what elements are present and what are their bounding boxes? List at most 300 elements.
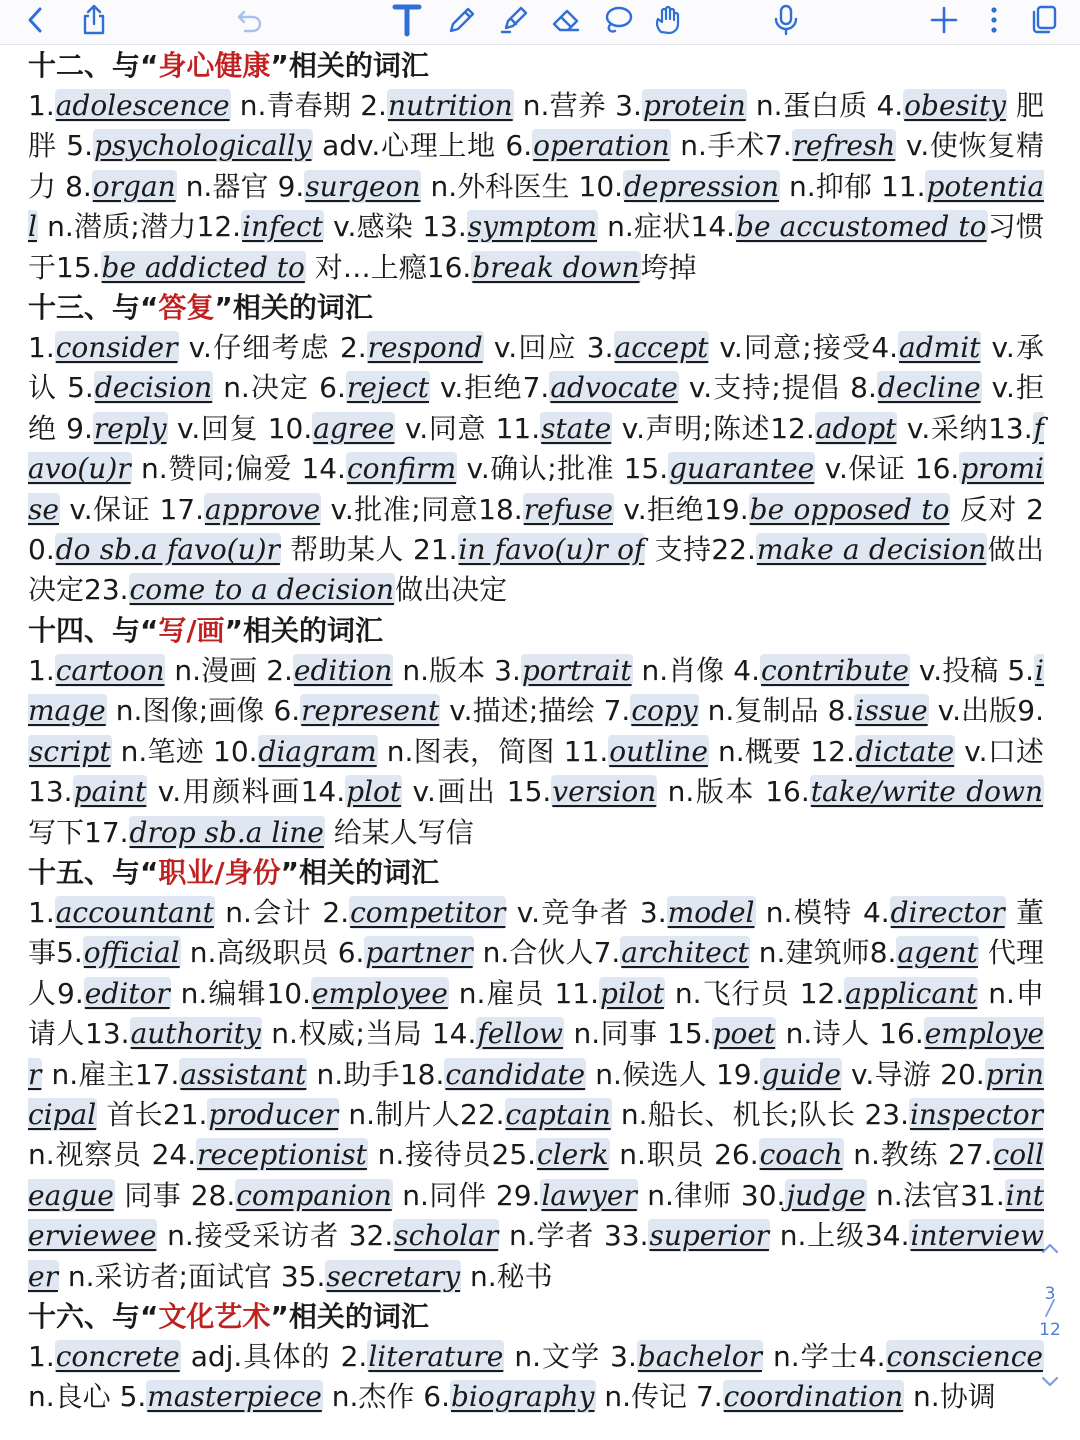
vocab-number: 6. [337,936,365,970]
vocab-number: 8. [850,371,877,405]
vocab-number: 2. [340,1339,368,1373]
vocab-term: state [541,411,612,445]
vocab-definition: n.笔迹 [111,734,214,768]
vocab-number: 12. [196,210,242,244]
vocab-definition: 写下 [28,815,85,849]
vocab-term: concrete [55,1339,180,1373]
vocab-number: 5. [56,936,83,970]
vocab-number: 1. [28,89,55,122]
heading-topic: 文化艺术 [158,1299,271,1333]
vocab-term: adopt [815,411,897,445]
vocab-number: 16. [426,250,472,284]
vocab-definition: n.漫画 [165,653,267,687]
pages-icon[interactable] [1026,2,1062,38]
vocab-term: approve [204,492,321,526]
vocab-term: psychologically [94,129,312,163]
vocab-definition: adv.心理上地 [312,129,506,163]
vocab-term: contribute [761,653,909,687]
page-divider [1040,1296,1060,1320]
vocab-term: bachelor [637,1339,762,1373]
chevron-up-icon[interactable] [1038,1236,1062,1260]
vocab-term: be accustomed to [736,210,987,244]
vocab-definition: v.描述;描绘 [440,694,604,728]
heading-topic: 写/画 [158,613,225,647]
vocab-number: 2. [360,89,387,122]
vocab-definition: v.回应 [483,331,587,365]
vocab-number: 11. [563,734,609,768]
vocab-number: 3. [586,331,614,365]
vocab-term: biography [450,1380,595,1414]
vocab-definition: n.雇员 [448,976,555,1010]
page-total: 12 [1039,1320,1061,1340]
vocab-number: 4. [871,331,899,365]
vocab-term: reply [93,411,167,445]
vocab-number: 5. [67,371,94,405]
vocab-number: 1. [28,895,55,929]
vocab-definition: n.学士 [763,1339,859,1373]
note-content [28,46,1044,1418]
vocab-definition: n.权威;当局 [261,1017,432,1051]
vocab-definition: n.青春期 [230,89,361,122]
vocab-term: pilot [600,976,664,1010]
vocab-definition: n.版本 [393,653,495,687]
vocab-term: coordination [723,1380,904,1414]
vocab-term: be opposed to [749,492,950,526]
vocab-definition: n.复制品 [698,694,828,728]
vocab-number: 10. [267,411,313,445]
vocab-term: break down [472,250,640,284]
vocab-term: drop sb.a line [129,815,324,849]
section-heading [28,288,1044,328]
vocab-term: favo(u)r [28,411,1044,486]
vocab-definition: n.助手 [307,1057,400,1091]
vocab-definition: 习惯于 [28,210,1044,284]
vocab-definition: n.协调 [904,1380,996,1414]
vocab-number: 12. [799,976,845,1010]
heading-topic: 身心健康 [158,49,271,82]
vocab-term: applicant [845,976,978,1010]
vocab-number: 16. [914,452,960,486]
vocab-definition: n.诗人 [776,1017,880,1051]
vocab-term: script [29,734,111,768]
vocab-definition: n.营养 [513,89,616,122]
vocab-term: accountant [55,895,214,929]
vocab-number: 15. [506,775,552,809]
vocab-definition: n.律师 [637,1178,741,1212]
vocab-definition: n.采访者;面试官 [58,1259,281,1293]
vocab-definition: v.拒绝 [28,371,1044,445]
vocab-definition: 给某人写信 [324,815,474,849]
vocab-definition: 支持 [645,533,712,567]
vocab-term: judge [786,1178,866,1212]
vocab-number: 15. [667,1017,712,1051]
plus-icon[interactable] [926,2,962,38]
vocab-term: decline [877,371,981,405]
vocab-number: 24. [151,1138,197,1172]
vocab-number: 10. [213,734,258,768]
vocab-number: 1. [28,1339,55,1373]
vocab-definition: n.秘书 [461,1259,553,1293]
vocab-term: represent [301,694,440,728]
vocab-number: 7. [522,371,550,405]
section-heading [28,853,1044,893]
vocab-term: guide [761,1057,841,1091]
vocab-number: 10. [266,976,311,1010]
vocab-number: 18. [399,1057,445,1091]
heading-suffix: ”相关的词汇 [270,49,429,82]
vocab-term: agree [313,411,395,445]
vocab-term: nutrition [387,89,513,122]
vocab-term: lawyer [541,1178,637,1212]
vocab-paragraph [28,1337,1044,1418]
vocab-term: depression [624,169,780,203]
vocab-definition: n.手术 [670,129,765,163]
vocab-definition: 首长 [97,1097,163,1131]
vocab-definition: v.采纳 [897,411,989,445]
lasso-icon[interactable] [598,2,638,38]
vocab-number: 7. [695,1380,723,1414]
vocab-number: 8. [827,694,855,728]
vocab-number: 34. [864,1219,910,1253]
vocab-definition: 垮掉 [640,250,697,284]
vocab-definition: v.画出 [402,775,507,809]
vocab-term: architect [621,936,749,970]
vocab-number: 5. [66,129,94,163]
pen-icon[interactable] [442,2,482,38]
heading-prefix: 十二、与“ [28,49,159,82]
vocab-term: director [890,895,1005,929]
vocab-number: 2. [266,653,293,687]
vocab-term: editor [84,976,170,1010]
vocab-number: 13. [28,775,73,809]
vocab-definition: n.传记 [595,1380,696,1414]
vocab-term: agent [897,936,978,970]
vocab-term: in favo(u)r of [458,533,645,567]
undo-icon[interactable] [232,2,268,38]
vocab-term: refuse [523,492,613,526]
vocab-number: 13. [988,411,1033,445]
vocab-term: scholar [394,1219,499,1253]
vocab-definition: v.承认 [28,331,1044,405]
vocab-term: edition [293,653,393,687]
vocab-definition: n.法官 [866,1178,961,1212]
vocab-definition: 反对 [950,492,1027,526]
vocab-definition: v.批准;同意 [321,492,479,526]
vocab-term: symptom [467,210,598,244]
vocab-number: 19. [704,492,749,526]
vocab-definition: adj.具体的 [180,1339,341,1373]
vocab-number: 6. [319,371,346,405]
vocab-definition: v.拒绝 [613,492,705,526]
vocab-number: 23. [864,1097,909,1131]
vocab-term: captain [505,1097,611,1131]
vocab-definition: n.雇主 [42,1057,135,1091]
heading-prefix: 十六、与“ [28,1299,159,1333]
vocab-term: issue [855,694,928,728]
share-icon[interactable] [76,2,112,38]
vocab-definition: n.肖像 [632,653,734,687]
vocab-term: producer [208,1097,339,1131]
vocab-term: guarantee [669,452,815,486]
vocab-definition: n.蛋白质 [746,89,877,122]
vocab-number: 9. [1017,694,1044,728]
vocab-term: potential [28,169,1045,244]
vocab-term: poet [712,1017,776,1051]
heading-suffix: ”相关的词汇 [280,855,440,889]
vocab-number: 26. [714,1138,759,1172]
heading-prefix: 十五、与“ [28,855,159,889]
vocab-definition: 代理人 [28,936,1044,1010]
page-navigator [1030,1236,1070,1396]
vocab-term: organ [92,169,176,203]
heading-prefix: 十三、与“ [28,291,159,325]
vocab-definition: 对…上瘾 [305,250,427,284]
vocab-term: come to a decision [129,573,395,607]
vocab-definition: n.外科医生 [421,169,579,203]
vocab-number: 9. [277,169,305,203]
vocab-term: admit [899,331,981,365]
vocab-definition: v.竞争者 [506,895,640,929]
vocab-definition: v.感染 [323,210,423,244]
vocab-number: 22. [711,533,756,567]
more-icon[interactable] [982,2,1006,38]
vocab-definition: v.保证 [815,452,915,486]
section-heading [28,1297,1044,1337]
vocab-definition: n.合伙人 [473,936,594,970]
vocab-term: colleague [28,1138,1044,1212]
microphone-icon[interactable] [768,2,804,38]
vocab-definition: n.杰作 [322,1380,424,1414]
vocab-number: 3. [494,653,521,687]
heading-prefix: 十四、与“ [28,613,159,647]
vocab-term: make a decision [756,533,987,567]
top-toolbar [0,0,1080,45]
vocab-number: 4. [733,653,760,687]
vocab-definition: n.图像;画像 [106,694,274,728]
vocab-term: assistant [180,1057,307,1091]
vocab-definition: n.制片人 [339,1097,460,1131]
vocab-term: diagram [258,734,377,768]
vocab-term: competitor [350,895,506,929]
vocab-number: 3. [615,89,642,122]
vocab-term: copy [631,694,698,728]
vocab-term: fellow [477,1017,564,1051]
heading-suffix: ”相关的词汇 [270,1299,429,1333]
vocab-definition: 同事 [114,1178,191,1212]
vocab-term: infect [242,210,323,244]
vocab-number: 20. [940,1057,985,1091]
vocab-term: receptionist [197,1138,367,1172]
vocab-number: 11. [554,976,600,1010]
heading-suffix: ”相关的词汇 [224,613,384,647]
heading-suffix: ”相关的词汇 [214,291,373,325]
vocab-number: 14. [431,1017,477,1051]
vocab-number: 2. [322,895,350,929]
vocab-definition: 肥胖 [28,89,1045,163]
vocab-definition: v.声明;陈述 [612,411,771,445]
vocab-definition: n.同事 [564,1017,668,1051]
vocab-term: portrait [521,653,632,687]
vocab-term: partner [365,936,473,970]
vocab-definition: v.回复 [167,411,268,445]
vocab-definition: n.申请人 [28,976,1044,1051]
vocab-term: image [28,653,1044,728]
vocab-number: 29. [495,1178,541,1212]
vocab-term: cartoon [55,653,165,687]
section-heading [28,611,1044,651]
vocab-number: 12. [770,411,815,445]
vocab-definition: 帮助某人 [280,533,413,567]
vocab-term: outline [609,734,708,768]
vocab-term: official [83,936,180,970]
vocab-number: 17. [84,815,129,849]
vocab-definition: v.确认;批准 [457,452,624,486]
vocab-paragraph [28,893,1044,1297]
vocab-term: companion [236,1178,392,1212]
vocab-number: 4. [862,895,890,929]
vocab-number: 14. [300,775,346,809]
vocab-number: 8. [869,936,897,970]
vocab-number: 16. [765,775,810,809]
vocab-definition: n.接待员 [367,1138,492,1172]
vocab-term: respond [367,331,483,365]
vocab-number: 15. [56,250,101,284]
vocab-definition: n.职员 [609,1138,715,1172]
vocab-term: candidate [445,1057,586,1091]
hand-icon[interactable] [648,2,688,38]
vocab-term: secretary [326,1259,461,1293]
vocab-definition: n.版本 [657,775,766,809]
vocab-definition: v.出版 [928,694,1018,728]
vocab-number: 3. [639,895,667,929]
eraser-icon[interactable] [546,2,586,38]
vocab-term: literature [368,1339,504,1373]
highlighter-icon[interactable] [494,2,534,38]
vocab-term: version [552,775,657,809]
vocab-definition: n.症状 [598,210,691,244]
vocab-definition: n.上级 [769,1219,865,1253]
vocab-definition: n.视察员 [28,1138,152,1172]
vocab-definition: n.概要 [708,734,811,768]
vocab-number: 15. [623,452,669,486]
vocab-definition: n.文学 [504,1339,611,1373]
heading-topic: 答复 [158,291,215,325]
vocab-number: 6. [505,129,533,163]
vocab-paragraph [28,651,1044,853]
chevron-down-icon[interactable] [1038,1370,1062,1394]
vocab-definition: v.仔细考虑 [178,331,340,365]
vocab-number: 6. [423,1380,450,1414]
vocab-number: 4. [858,1339,886,1373]
vocab-term: plot [346,775,402,809]
vocab-number: 17. [134,1057,180,1091]
vocab-term: decision [94,371,213,405]
vocab-term: do sb.a favo(u)r [55,533,280,567]
vocab-definition: n.潜质;潜力 [37,210,197,244]
vocab-number: 2. [339,331,367,365]
vocab-term: reject [346,371,429,405]
vocab-definition: n.建筑师 [749,936,870,970]
vocab-definition: 董事 [28,895,1044,970]
vocab-definition: n.同伴 [392,1178,496,1212]
vocab-number: 33. [603,1219,649,1253]
vocab-number: 13. [422,210,467,244]
vocab-number: 10. [578,169,624,203]
vocab-number: 19. [715,1057,761,1091]
vocab-term: inspector [909,1097,1043,1131]
vocab-number: 6. [273,694,301,728]
vocab-number: 5. [1007,653,1035,687]
vocab-definition: v.使恢复精力 [28,129,1044,203]
vocab-definition: n.飞行员 [664,976,800,1010]
chevron-left-icon[interactable] [18,2,54,38]
vocab-definition: n.图表，简图 [377,734,564,768]
vocab-definition: n.模特 [755,895,863,929]
vocab-definition: 做出决定 [395,573,508,607]
vocab-term: interviewer [28,1219,1044,1293]
vocab-term: authority [130,1017,261,1051]
vocab-number: 8. [65,169,92,203]
vocab-definition: n.抑郁 [780,169,881,203]
vocab-definition: n.高级职员 [180,936,338,970]
vocab-term: promise [28,452,1044,526]
vocab-term: adolescence [55,89,230,122]
vocab-definition: v.用颜料画 [147,775,301,809]
vocab-number: 11. [495,411,541,445]
vocab-number: 1. [28,653,55,687]
vocab-term: surgeon [305,169,421,203]
vocab-number: 20. [28,492,1044,567]
vocab-term: operation [533,129,670,163]
vocab-term: clerk [537,1138,609,1172]
vocab-definition: v.保证 [59,492,160,526]
vocab-definition: v.口述 [955,734,1044,768]
vocab-term: advocate [550,371,678,405]
vocab-number: 27. [948,1138,993,1172]
vocab-definition: v.投稿 [909,653,1008,687]
vocab-definition: 做出决定 [28,533,1044,607]
vocab-term: consider [55,331,178,365]
vocab-number: 7. [593,936,621,970]
vocab-paragraph [28,328,1044,611]
vocab-term: protein [642,89,746,122]
text-tool-icon[interactable] [387,2,427,38]
vocab-definition: v.同意;接受 [709,331,872,365]
vocab-number: 11. [880,169,926,203]
vocab-definition: n.决定 [213,371,320,405]
vocab-number: 31. [960,1178,1005,1212]
vocab-paragraph [28,86,1044,288]
vocab-definition: n.教练 [843,1138,949,1172]
vocab-number: 12. [810,734,855,768]
vocab-number: 28. [190,1178,236,1212]
vocab-term: principal [28,1057,1044,1131]
vocab-number: 3. [610,1339,637,1373]
vocab-number: 22. [460,1097,505,1131]
vocab-term: employee [311,976,448,1010]
vocab-number: 21. [162,1097,208,1131]
vocab-term: superior [649,1219,769,1253]
page-current: 3 [1044,1284,1056,1304]
heading-topic: 职业/身份 [158,855,281,889]
vocab-definition: n.编辑 [170,976,267,1010]
vocab-definition: n.接受采访者 [157,1219,349,1253]
vocab-number: 16. [879,1017,924,1051]
vocab-number: 23. [84,573,129,607]
vocab-definition: n.学者 [499,1219,604,1253]
vocab-number: 9. [66,411,93,445]
section-heading [28,46,1044,86]
